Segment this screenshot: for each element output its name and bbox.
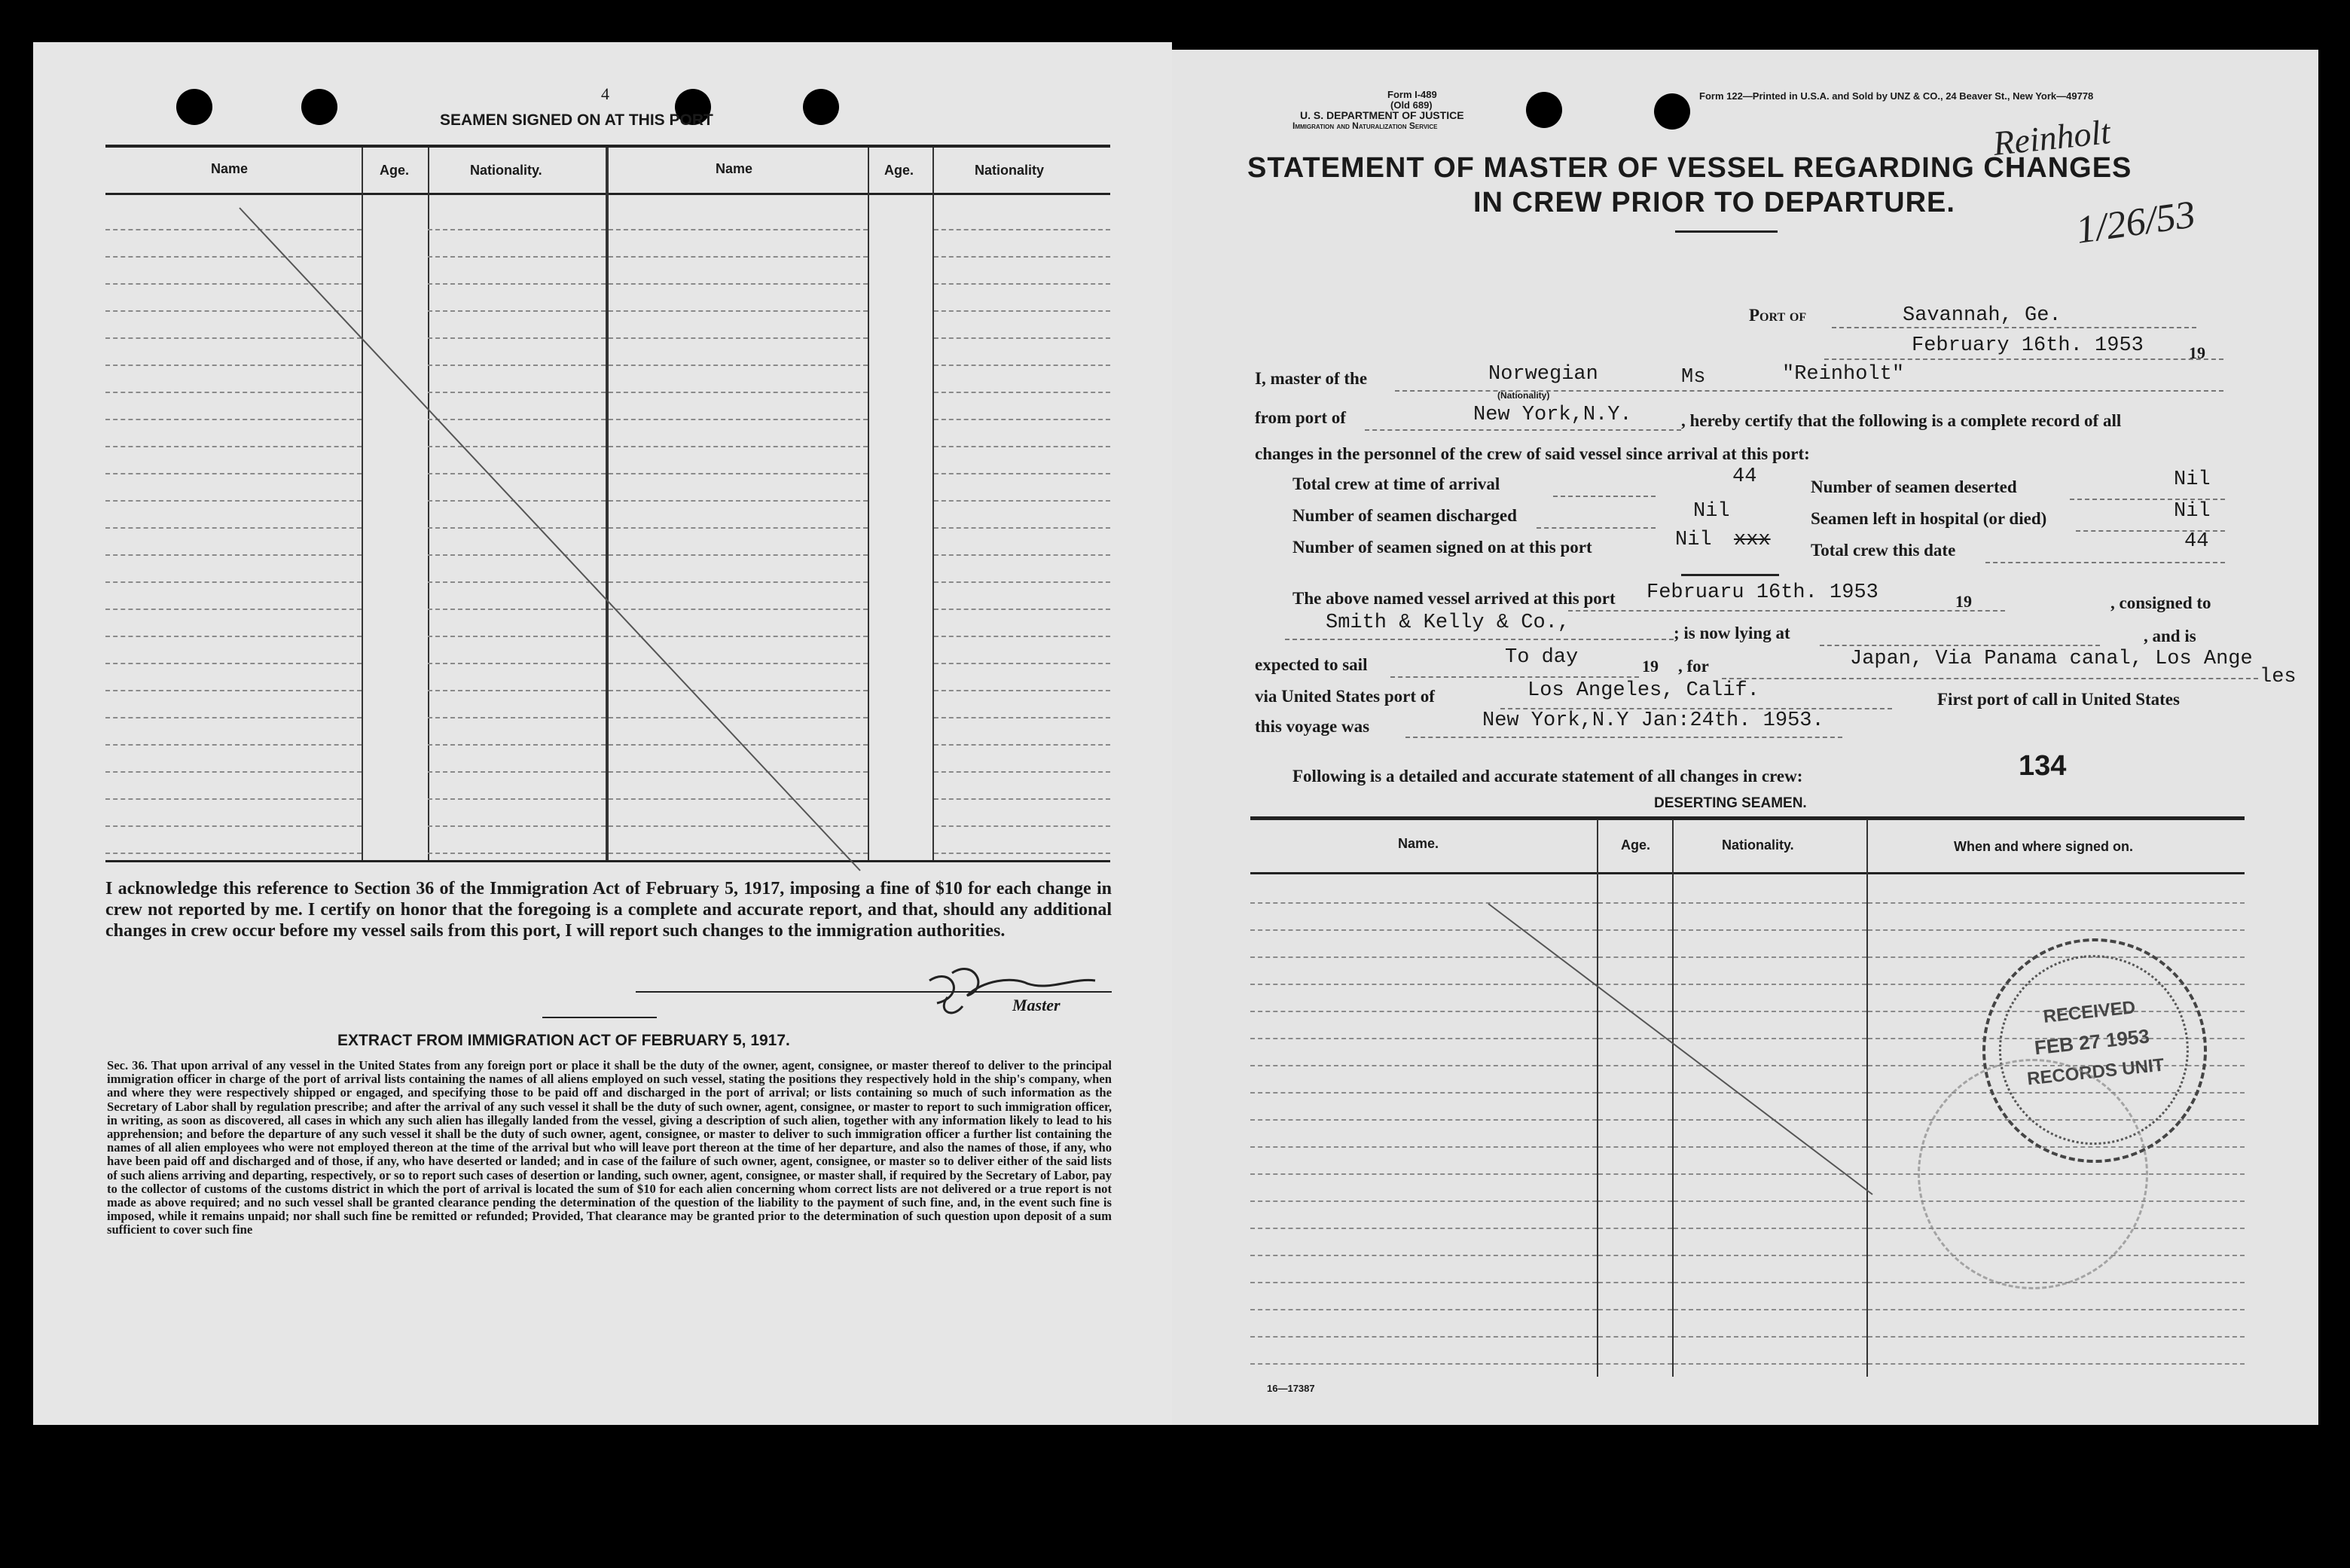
column-header: When and where signed on. (1954, 839, 2134, 854)
handwritten-vessel-name: Reinholt (1991, 111, 2113, 163)
hospital-label: Seamen left in hospital (or died) (1811, 509, 2047, 528)
column-header: Age. (884, 163, 914, 178)
from-port-label: from port of (1255, 408, 1346, 427)
consigned-label: , consigned to (2110, 593, 2211, 612)
certify-text: , hereby certify that the following is a complete record of all (1681, 411, 2122, 430)
cancel-slash-line (33, 42, 1172, 946)
discharged-label: Number of seamen discharged (1292, 506, 1517, 525)
stamp-date-text: FEB 27 1953 (2033, 1024, 2151, 1060)
total-crew-arrival-value: 44 (1732, 465, 1757, 488)
extract-title: EXTRACT FROM IMMIGRATION ACT OF FEBRUARY 5, 1917. (337, 1032, 790, 1049)
deserted-label: Number of seamen deserted (1811, 477, 2017, 496)
port-of-value: Savannah, Ge. (1903, 304, 2062, 327)
total-crew-label: Total crew this date (1811, 541, 1956, 560)
and-is-label: , and is (2144, 627, 2196, 645)
deserted-value: Nil (2174, 468, 2211, 491)
stamp-unit-text: RECORDS UNIT (2026, 1054, 2165, 1090)
right-page (1172, 50, 2318, 1425)
vessel-name: "Reinholt" (1782, 363, 1905, 386)
total-crew-arrival-label: Total crew at time of arrival (1292, 474, 1500, 493)
short-rule (542, 1017, 657, 1018)
signed-on-value: Nil (1675, 529, 1712, 551)
arrived-value: Februaru 16th. 1953 (1647, 581, 1878, 604)
hospital-value: Nil (2174, 500, 2211, 523)
arrived-label: The above named vessel arrived at this port (1292, 589, 1616, 608)
changes-text: changes in the personnel of the crew of said vessel since arrival at this port: (1255, 444, 1810, 463)
discharged-value: Nil (1693, 500, 1730, 523)
column-header: Name (716, 161, 753, 176)
consignee-value: Smith & Kelly & Co., (1326, 612, 1570, 634)
via-value: Los Angeles, Calif. (1528, 679, 1759, 702)
acknowledgement-text: I acknowledge this reference to Section 36 of the Immigration Act of February 5, 1917, imposing a fine of $10 for each change in crew not reported by me. I certify on honor that the foregoing is a complete and accurate report, and that, should any additional changes in crew occur before my vessel sails from this port, I will report such changes to the immigration authorities. (105, 879, 1112, 941)
voyage-value: New York,N.Y Jan:24th. 1953. (1482, 709, 1824, 732)
signed-on-label: Number of seamen signed on at this port (1292, 538, 1592, 557)
date-suffix: 19 (2189, 343, 2205, 362)
lying-label: ; is now lying at (1674, 624, 1790, 642)
extract-text: Sec. 36. That upon arrival of any vessel in the United States from any foreign port or place it shall be the duty of the owner, agent, consignee, or master thereof to deliver to the principal immigration officer in charge of the port of arrival lists containing the names of all aliens employed on such vessel, stating the positions they respectively hold in the ship's company, when and where they were respectively shipped or engaged, and specifying those to be paid off and discharged in the port of arrival; or lists containing so much of such information as the Secretary of Labor shall by regulation prescribe; and after the arrival of any such vessel it shall be the duty of such owner, agent, consignee, or master to report to such immigration officer, in writing, as soon as discovered, all cases in which any such alien has illegally landed from the vessel, giving a description of such alien, together with any information likely to lead to his apprehension; and before the departure of any such vessel it shall be the duty of such owner, agent, consignee, or master to deliver to such immigration officer a further list containing the names of all alien employees who were not employed thereon at the time of the arrival but who will leave port thereon at the time of her departure, and also the names of those, if any, who have been paid off and discharged and of those, if any, who have deserted or landed; and in case of the failure of such owner, agent, consignee, or master so to deliver either of the said lists of such aliens arriving and departing, respectively, or so to report such cases of desertion or landing, such owner, agent, consignee, or master shall, if required by the Secretary of Labor, pay to the collector of customs of the customs district in which the port of arrival is located the sum of $10 for each alien concerning whom correct lists are not delivered or a true report is not made as above required; and no such vessel shall be granted clearance pending the determination of the question of the liability to the payment of such fine, and, in the event such fine is imposed, while it remains unpaid; nor shall such fine be remitted or refunded; Provided, That clearance may be granted prior to the determination of such question upon deposit of a sum sufficient to cover such fine (107, 1058, 1112, 1237)
signed-on-struck: xxx (1734, 529, 1771, 551)
destination-value: Japan, Via Panama canal, Los Ange (1850, 648, 2253, 670)
first-port-label: First port of call in United States (1937, 690, 2180, 709)
master-label: Master (1012, 996, 1061, 1014)
for-label: , for (1678, 657, 1709, 676)
column-header: Age. (380, 163, 410, 178)
form-title-line-1: STATEMENT OF MASTER OF VESSEL REGARDING CHANGES (1247, 152, 2132, 184)
expected-suffix: 19 (1642, 657, 1659, 676)
page-title: SEAMEN SIGNED ON AT THIS PORT (440, 111, 713, 129)
nationality-caption: (Nationality) (1497, 390, 1550, 401)
nationality-value: Norwegian (1488, 363, 1598, 386)
column-header: Nationality. (470, 163, 542, 178)
column-header: Nationality (975, 163, 1045, 178)
master-of-label: I, master of the (1255, 369, 1368, 388)
column-header: Name. (1398, 836, 1439, 851)
date-value: February 16th. 1953 (1912, 334, 2144, 357)
following-text: Following is a detailed and accurate statement of all changes in crew: (1292, 767, 1803, 786)
stamp-number: 134 (2019, 750, 2067, 782)
expected-label: expected to sail (1255, 655, 1368, 674)
column-header: Nationality. (1722, 837, 1794, 853)
form-title-line-2: IN CREW PRIOR TO DEPARTURE. (1473, 187, 1955, 218)
deserting-title: DESERTING SEAMEN. (1654, 795, 1807, 811)
arrived-suffix: 19 (1955, 592, 1972, 611)
column-header: Age. (1621, 837, 1651, 853)
footer-code: 16—17387 (1267, 1383, 1315, 1394)
stamp-received-text: RECEIVED (2042, 997, 2137, 1027)
department: U. S. DEPARTMENT OF JUSTICE (1300, 109, 1464, 121)
via-label: via United States port of (1255, 687, 1435, 706)
left-page (33, 42, 1172, 1425)
form-old-number: (Old 689) (1390, 99, 1433, 111)
printer-note: Form 122—Printed in U.S.A. and Sold by UNZ & CO., 24 Beaver St., New York—49778 (1699, 90, 2094, 102)
faded-stamp (1918, 1059, 2148, 1289)
page-number: 4 (601, 84, 609, 103)
port-of-label: Port of (1749, 306, 1807, 325)
from-port-value: New York,N.Y. (1473, 404, 1632, 426)
column-header: Name (211, 161, 249, 176)
vessel-type: Ms (1681, 366, 1706, 389)
expected-value: To day (1505, 646, 1579, 669)
service: Immigration and Naturalization Service (1292, 120, 1438, 131)
handwritten-date: 1/26/53 (2073, 193, 2199, 252)
voyage-label: this voyage was (1255, 717, 1370, 736)
total-crew-value: 44 (2184, 530, 2209, 553)
form-number: Form I-489 (1387, 89, 1437, 100)
destination-continued: les (2260, 666, 2297, 688)
cancel-slash-line (1172, 50, 2318, 1425)
